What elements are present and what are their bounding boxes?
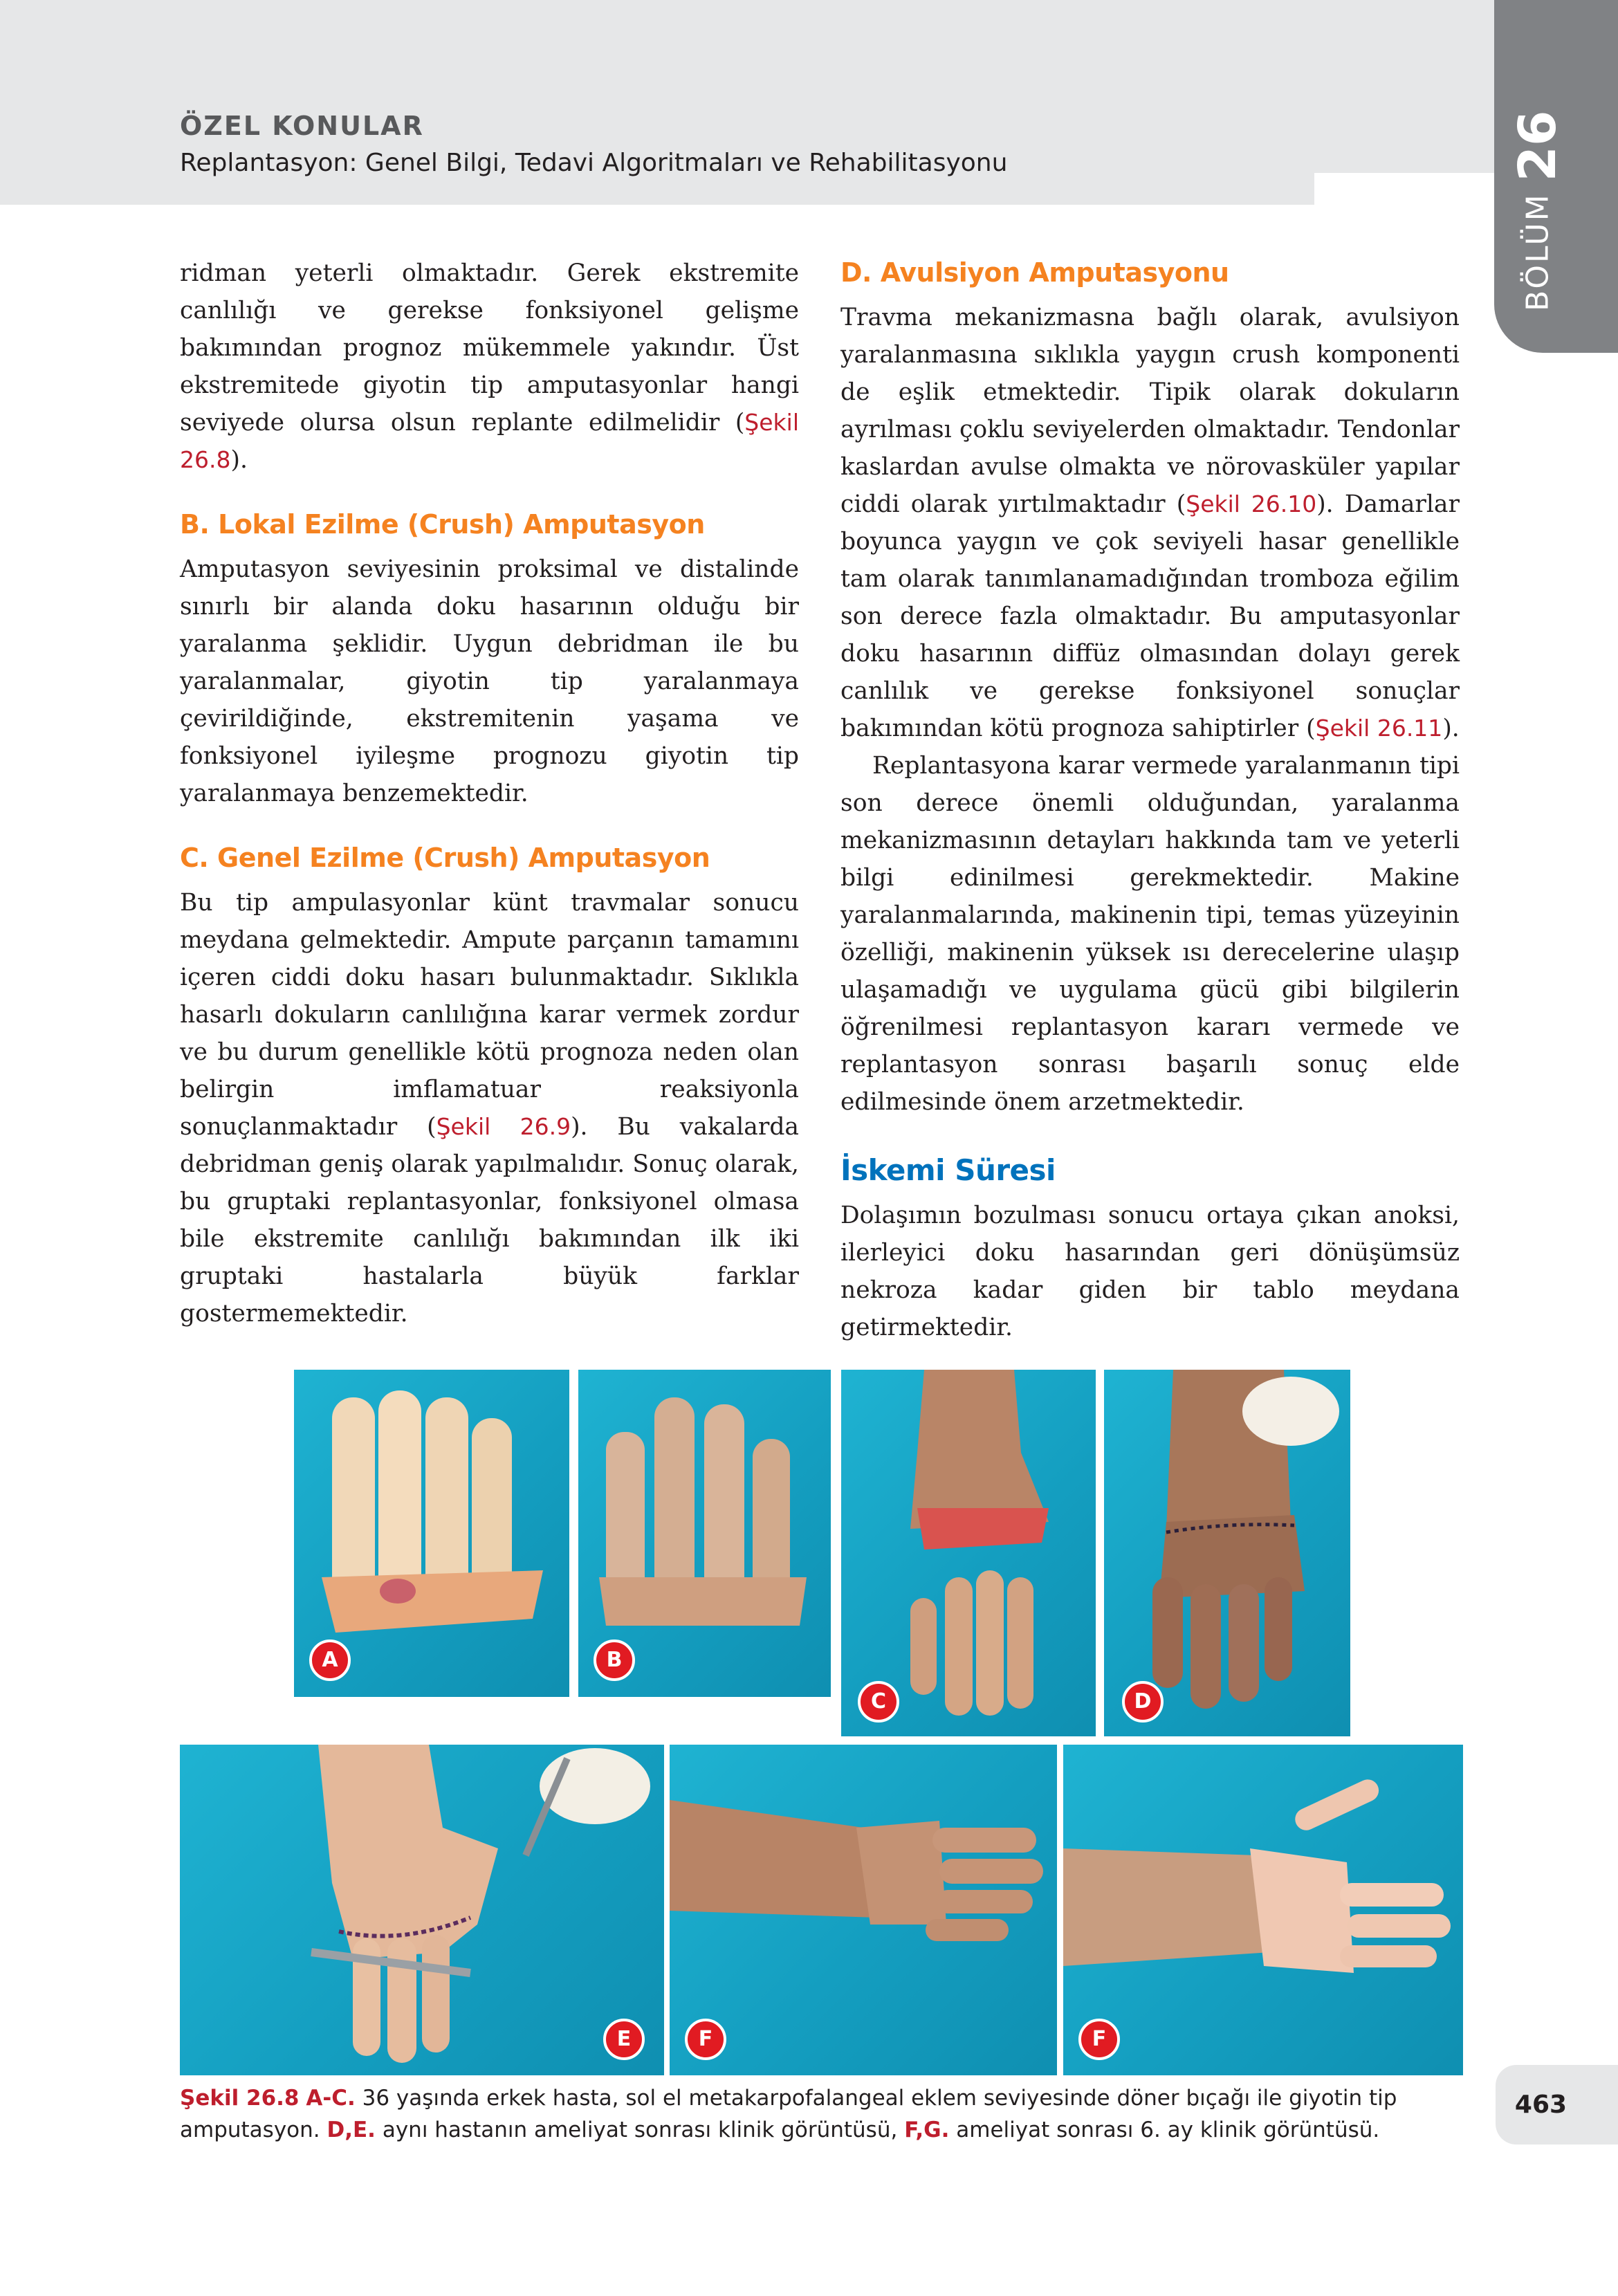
photo-d-replanted-hand xyxy=(1104,1370,1350,1736)
paragraph: ridman yeterli olmaktadır. Gerek ekstremite canlılığı ve gerekse fonksiyonel gelişme bakımından prognoz mükemmele yakındır. Üst ekstremitede giyotin tip amputasyonlar hangi seviyede olursa olsun replante edilmelidir (Şekil 26.8). xyxy=(180,259,799,474)
paragraph: Dolaşımın bozulması sonucu ortaya çıkan anoksi, ilerleyici doku hasarından geri dönüşümsüz nekroza kadar giden bir tablo meydana getirmektedir. xyxy=(840,1202,1460,1341)
photo-e-palmar-sutures xyxy=(180,1745,664,2075)
photo-a-amputated-part-palmar xyxy=(294,1370,569,1697)
paragraph: Amputasyon seviyesinin proksimal ve distalinde sınırlı bir alanda doku hasarının olduğu bir yaralanma şeklidir. Uygun debridman ile bu yaralanmalar, giyotin tip yaralanmaya çevirildiğinde, ekstremitenin yaşama ve fonksiyonel iyileşme prognozu giyotin tip yaralanmaya benzemektedir. xyxy=(180,555,799,807)
palmar-hand-illustration xyxy=(1063,1745,1463,2075)
left-column xyxy=(180,255,799,1332)
figure-label-badge: C xyxy=(858,1681,899,1723)
page-number: 463 xyxy=(1514,2091,1568,2119)
figure-label-badge: F xyxy=(685,2019,726,2060)
figure-label-badge: A xyxy=(309,1640,351,1681)
photo-g-palmar-6-month xyxy=(1063,1745,1463,2075)
caption-label: F,G. xyxy=(904,2118,950,2142)
figure-reference[interactable]: Şekil 26.11 xyxy=(1315,715,1443,742)
photo-f-dorsal-6-month xyxy=(670,1745,1057,2075)
dorsal-hand-illustration xyxy=(670,1745,1057,2075)
chapter-word: BÖLÜM xyxy=(1520,192,1556,311)
section-kicker: ÖZEL KONULAR xyxy=(180,111,424,141)
paragraph: Bu tip ampulasyonlar künt travmalar sonucu meydana gelmektedir. Ampute parçanın tamamını içeren ciddi doku hasarı bulunmaktadır. Sıklıkla hasarlı dokuların canlılığına karar vermek zordur ve bu durum genellikle kötü prognoza neden olan belirgin imflamatuar reaksiyonla sonuçlanmaktadır (Şekil 26.9). Bu vakalarda debridman geniş olarak yapılmalıdır. Sonuç olarak, bu gruptaki replantasyonlar, fonksiyonel olmasa bile ekstremite canlılığı bakımından ilk iki gruptaki hastalarla büyük farklar gostermemektedir. xyxy=(180,889,800,1328)
caption-label: Şekil 26.8 xyxy=(180,2086,300,2111)
paragraph: Travma mekanizmasna bağlı olarak, avulsiyon yaralanmasına sıklıkla yaygın crush komponenti de eşlik etmektedir. Tipik olarak dokuların ayrılması çoklu seviyelerden olmaktadır. Tendonlar kaslardan avulse olmakta ve nörovasküler yapılar ciddi olarak yırtılmaktadır (Şekil 26.10). Damarlar boyunca yaygın ve çok seviyeli hasar genellikle tam olarak tanımlanamadığından tromboza eğilim son derece fazla olmaktadır. Bu amputasyonlar doku hasarının diffüz olmasından dolayı gerek canlılık ve gerekse fonksiyonel sonuçlar bakımından kötü prognoza sahiptirler (Şekil 26.11). xyxy=(840,304,1460,742)
right-column xyxy=(840,255,1460,1346)
photo-b-amputated-part-dorsal xyxy=(578,1370,831,1697)
caption-label: D,E. xyxy=(327,2118,376,2142)
figure-caption: Şekil 26.8 A-C. 36 yaşında erkek hasta, sol el metakarpofalangeal eklem seviyesinde döner bıçağı ile giyotin tip amputasyon. D,E. aynı hastanın ameliyat sonrası klinik görüntüsü, F,G. ameliyat sonrası 6. ay klinik görüntüsü. xyxy=(180,2086,1397,2142)
section-heading-c: C. Genel Ezilme (Crush) Amputasyon xyxy=(180,843,710,873)
running-title: Replantasyon: Genel Bilgi, Tedavi Algoritmaları ve Rehabilitasyonu xyxy=(180,149,1008,177)
figure-label-badge: B xyxy=(594,1640,635,1681)
section-heading-d: D. Avulsiyon Amputasyonu xyxy=(840,257,1229,288)
chapter-number: 26 xyxy=(1508,110,1568,182)
figure-reference[interactable]: Şekil 26.8 xyxy=(180,409,799,473)
caption-label: A-C. xyxy=(306,2086,356,2111)
figure-label-badge: D xyxy=(1122,1681,1164,1723)
figure-reference[interactable]: Şekil 26.10 xyxy=(1186,490,1317,517)
figure-label-badge: E xyxy=(603,2019,645,2060)
paragraph: Replantasyona karar vermede yaralanmanın tipi son derece önemli olduğundan, yaralanma mekanizmasının detayları hakkında tam ve yeterli bilgi edinilmesi gerekmektedir. Makine yaralanmalarında, makinenin tipi, temas yüzeyinin özelliği, makinenin yüksek ısı derecelerine ulaşıp ulaşamadığı ve uygulama gücü gibi bilgilerin öğrenilmesi replantasyon kararı vermede ve replantasyon sonrası başarılı sonuç elde edilmesinde önem arzetmektedir. xyxy=(840,752,1460,1116)
photo-c-stump-and-part xyxy=(841,1370,1096,1736)
section-heading-ischemia: İskemi Süresi xyxy=(840,1153,1056,1187)
figure-reference[interactable]: Şekil 26.9 xyxy=(436,1113,571,1140)
section-heading-b: B. Lokal Ezilme (Crush) Amputasyon xyxy=(180,509,705,540)
chapter-tab-label xyxy=(1508,14,1605,311)
palm-sutures-illustration xyxy=(180,1745,664,2075)
figure-label-badge: F xyxy=(1078,2019,1120,2060)
